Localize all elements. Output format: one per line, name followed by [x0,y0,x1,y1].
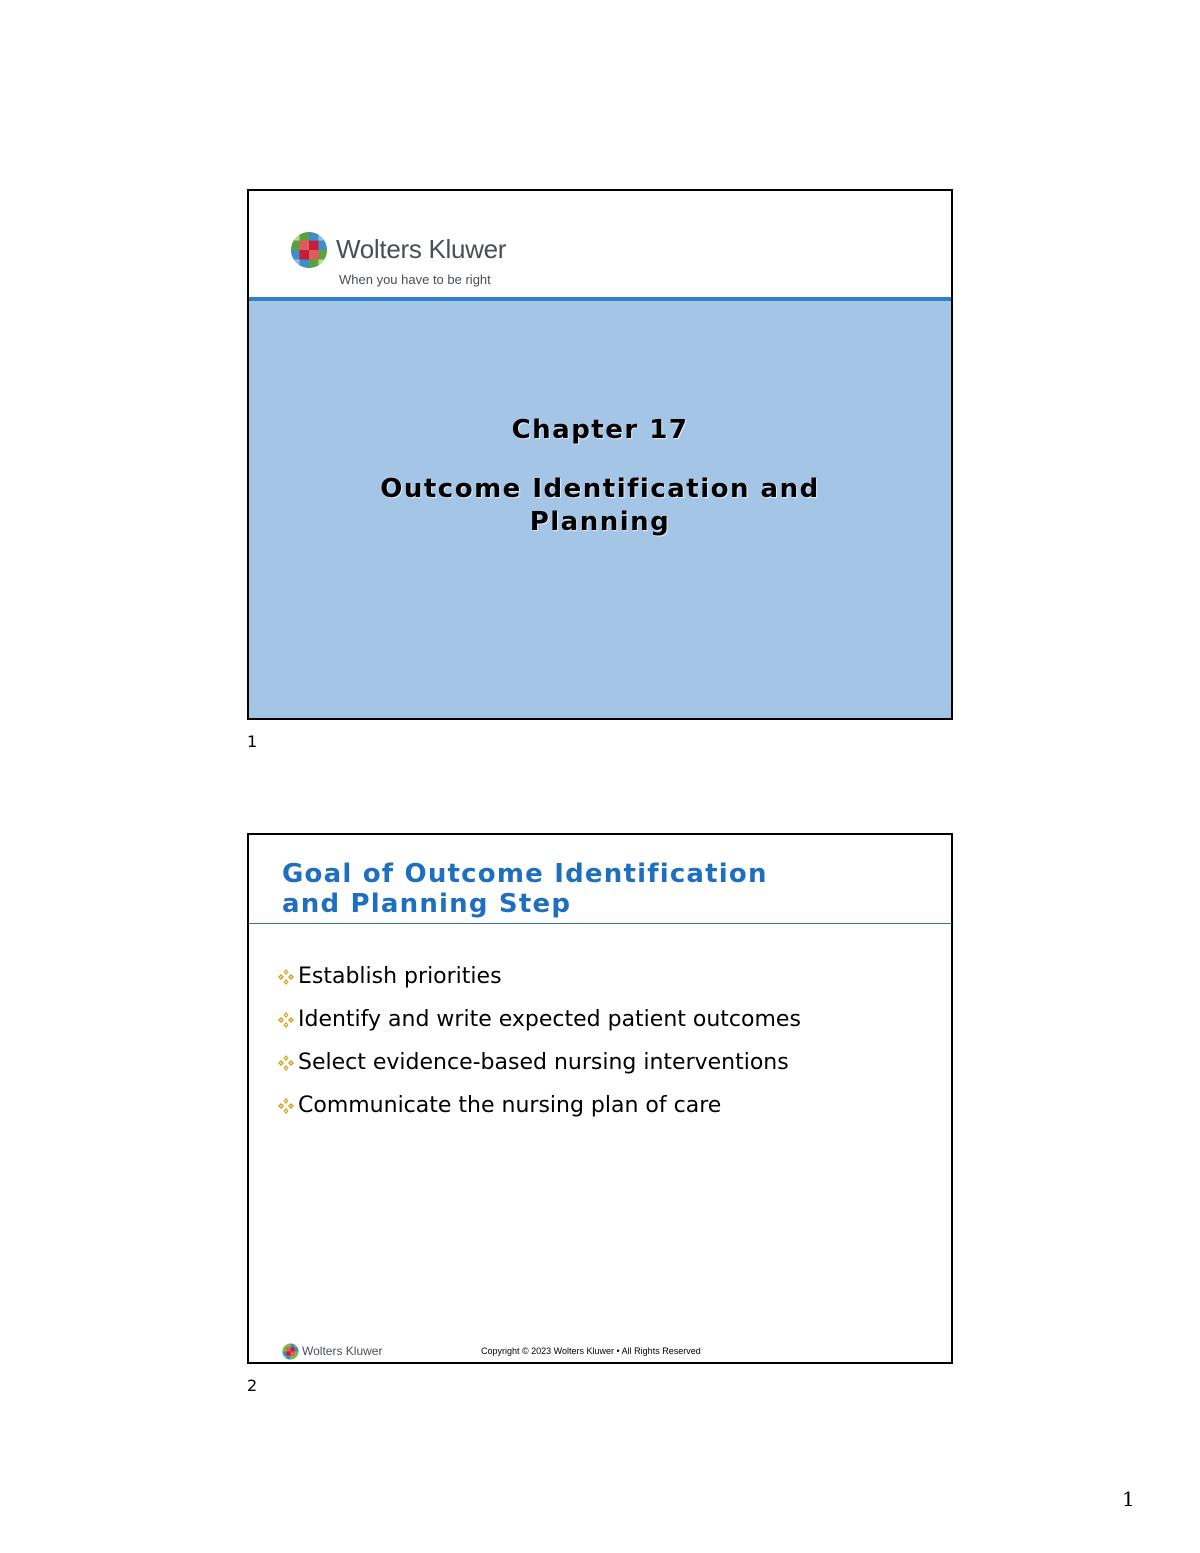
bullet-list [276,955,801,1127]
footer-copyright: Copyright © 2023 Wolters Kluwer • All Rights Reserved [481,1346,701,1356]
slide-2 [247,833,953,1364]
footer-logo [282,1343,402,1361]
slide-number-2: 2 [247,1376,258,1395]
slide-number-1: 1 [247,732,258,751]
wolters-kluwer-logo-icon [290,231,328,269]
bullet-item [276,1084,801,1127]
four-diamond-icon [276,1053,296,1073]
slide-1-header [249,191,951,297]
four-diamond-icon [276,967,296,987]
bullet-item [276,998,801,1041]
title-divider [249,923,951,924]
slide-1 [247,189,953,720]
bullet-item [276,1041,801,1084]
slide-2-title-line-2: and Planning Step [282,889,572,919]
chapter-subtitle [249,473,951,539]
chapter-title: Chapter 17 [511,415,689,445]
wolters-kluwer-logo-icon [282,1343,299,1360]
chapter-subtitle-line-2: Planning [529,507,671,537]
slide-2-title-line-1: Goal of Outcome Identification [282,859,768,889]
logo-name: Wolters Kluwer [336,234,507,264]
slide-2-title [282,859,768,919]
bullet-text: Identify and write expected patient outcomes [298,1007,801,1032]
logo-tagline: When you have to be right [339,272,491,287]
four-diamond-icon [276,1010,296,1030]
wolters-kluwer-logo [290,231,550,291]
four-diamond-icon [276,1096,296,1116]
footer-logo-name: Wolters Kluwer [302,1344,383,1358]
chapter-subtitle-line-1: Outcome Identification and [380,474,820,504]
bullet-text: Select evidence-based nursing interventions [298,1050,789,1075]
bullet-item [276,955,801,998]
bullet-text: Communicate the nursing plan of care [298,1093,722,1118]
bullet-text: Establish priorities [298,964,502,989]
page-number: 1 [1122,1487,1135,1511]
